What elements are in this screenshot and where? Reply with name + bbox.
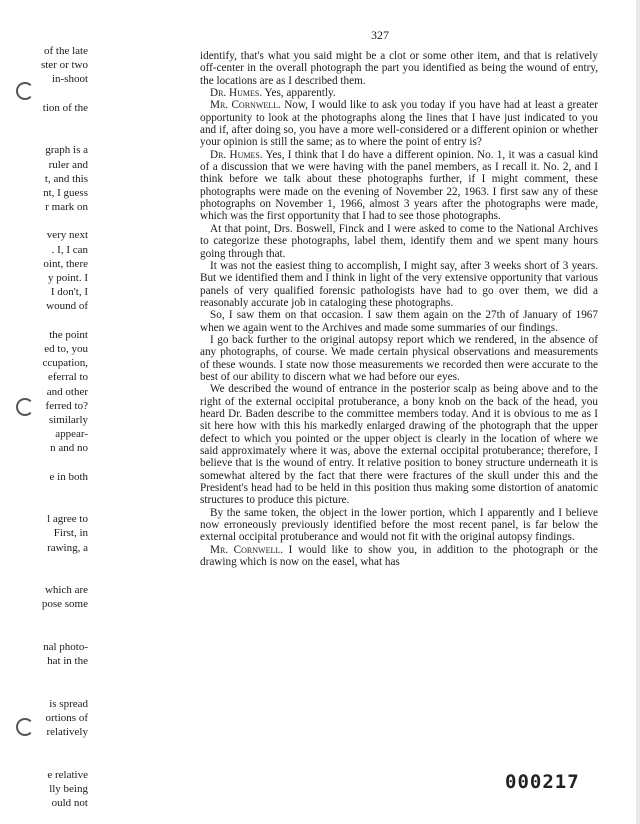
left-fragment-line <box>18 626 88 640</box>
left-fragment-line: is spread <box>49 697 88 710</box>
testimony-body <box>200 50 598 568</box>
left-fragment-line <box>18 129 88 143</box>
left-fragment-line <box>18 214 88 228</box>
speaker-label: Mr. Cornwell. <box>210 543 284 556</box>
left-fragment-line: ould not <box>51 796 88 809</box>
left-fragment-line: ruler and <box>48 158 88 171</box>
paragraph <box>200 309 598 334</box>
left-fragment-line: I don't, I <box>50 286 88 299</box>
left-fragment-line: in-shoot <box>51 73 88 86</box>
binder-hole-icon <box>16 398 34 416</box>
left-fragment-line <box>18 668 88 682</box>
left-fragment-line: First, in <box>53 527 88 540</box>
left-fragment-line: nt, I guess <box>43 186 88 199</box>
speaker-label: Mr. Cornwell. <box>210 99 281 112</box>
paragraph <box>200 544 598 569</box>
left-fragment-line: oint, there <box>43 257 88 270</box>
left-fragment-line: nal photo- <box>43 640 88 653</box>
binder-hole-icon <box>16 82 34 100</box>
scan-edge-shadow <box>636 0 640 824</box>
paragraph <box>200 334 598 383</box>
paragraph <box>200 507 598 544</box>
paragraph-text: identify, that's what you said might be a clot or some other item, and that is relatively off-center in the overall photograph the part you identified as being the wound of entry, the locations are as I described them. <box>200 50 598 87</box>
page-number: 327 <box>371 28 389 42</box>
left-fragment-line: ster or two <box>40 59 88 72</box>
speaker-label: Dr. Humes. <box>210 148 263 161</box>
left-fragment-line <box>18 455 88 469</box>
left-fragment-line: the point <box>49 328 88 341</box>
document-id-stamp: 000217 <box>505 771 580 793</box>
left-fragment-line: tion of the <box>42 101 88 114</box>
left-fragment-line: hat in the <box>47 655 88 668</box>
left-fragment-line <box>18 555 88 569</box>
left-column-fragments <box>18 44 88 810</box>
left-fragment-line: wound of <box>46 300 88 313</box>
left-fragment-line: eferral to <box>48 371 88 384</box>
left-fragment-line: ccupation, <box>42 357 88 370</box>
left-fragment-line: appear- <box>55 428 88 441</box>
binder-hole-icon <box>16 718 34 736</box>
left-fragment-line <box>18 753 88 767</box>
left-fragment-line <box>18 314 88 328</box>
left-fragment-line: relatively <box>46 726 88 738</box>
paragraph <box>200 149 598 223</box>
left-fragment-line: very next <box>46 229 88 242</box>
left-fragment-line: . I, I can <box>51 243 88 256</box>
left-fragment-line: n and no <box>50 442 88 455</box>
left-fragment-line: of the late <box>44 45 88 57</box>
left-fragment-line <box>18 484 88 498</box>
left-fragment-line: and other <box>46 385 88 398</box>
paragraph <box>200 223 598 260</box>
left-fragment-line: graph is a <box>45 144 88 157</box>
paragraph <box>200 50 598 87</box>
left-fragment-line: y point. I <box>47 272 88 284</box>
left-fragment-line: l agree to <box>47 513 88 526</box>
paragraph <box>200 260 598 309</box>
left-fragment-line: e in both <box>49 470 88 483</box>
left-fragment-line <box>18 612 88 626</box>
left-fragment-line: which are <box>44 584 88 597</box>
paragraph-text: It was not the easiest thing to accomplish, I might say, after 3 weeks short of 3 years. But we identified them and I think in light of the very extensive opportunity that various panels of very qualified forensic pathologists have had to go over them, we did a reasonably accurate job in cataloging these photographs. <box>200 259 598 309</box>
paragraph-text: I go back further to the original autopsy report which we rendered, in the absence of any photographs, of course. We made certain physical observations and measurements of these wounds. I state now those measurements we recorded then were accurate to the best of our ability to discern what we had before our eyes. <box>200 333 598 383</box>
left-fragment-line: t, and this <box>44 172 88 185</box>
left-fragment-line: lly being <box>49 782 88 795</box>
left-fragment-line: rawing, a <box>47 541 88 554</box>
paragraph-text: We described the wound of entrance in the posterior scalp as being above and to the right of the external occipital protuberance, a bony knob on the back of the head, you heard Dr. Baden describe to the committee members today. And it is obvious to me as I sit here how with this his markedly enlarged drawing of the photograph that the upper defect to which you pointed or the upper object is clearly in the location of where we said approximately where it was, above the external occipital protuberance; therefore, I believe that is the wound of entry. It relative position to boney structure underneath it is somewhat altered by the fact that there were fractures of the skull under this and the President's head had to be held in this position thus making some distortion of anatomic structures to produce this picture. <box>200 383 598 507</box>
left-fragment-line: ortions of <box>45 711 88 724</box>
paragraph-text: By the same token, the object in the lower portion, which I apparently and I believe now erroneously previously identified before the most recent panel, is far below the external occipital protuberance and would not fit with the original autopsy findings. <box>200 506 598 544</box>
paragraph-text: I would like to show you, in addition to the photograph or the drawing which is now on the easel, what has <box>200 543 598 569</box>
speaker-label: Dr. Humes. <box>210 87 263 100</box>
paragraph-text: Yes, I think that I do have a different opinion. No. 1, it was a casual kind of a discussion that we were having with the panel members, as I recall it. No. 2, and I think before we talk about these photographs further, if I might comment, these photographs were made on the evening of November 22, 1963. I first saw any of these photographs on November 1, 1966, almost 3 years after the photographs were made, which was the first opportunity that I had to see those photographs. <box>200 148 598 223</box>
left-fragment-line <box>18 498 88 512</box>
left-fragment-line <box>18 682 88 696</box>
left-fragment-line: similarly <box>48 413 88 426</box>
left-fragment-line: e relative <box>47 768 88 781</box>
left-fragment-line: ferred to? <box>45 399 88 412</box>
paragraph-text: So, I saw them on that occasion. I saw them again on the 27th of January of 1967 when we again went to the Archives and made some summaries of our findings. <box>200 309 598 334</box>
left-fragment-line <box>18 739 88 753</box>
left-fragment-line <box>18 115 88 129</box>
paragraph <box>200 87 598 99</box>
left-fragment-line: pose some <box>41 598 88 611</box>
left-fragment-line <box>18 569 88 583</box>
paragraph-text: At that point, Drs. Boswell, Finck and I were asked to come to the National Archives to categorize these photographs, label them, identify them and we spent many hours going through that. <box>200 222 598 260</box>
paragraph-text: Now, I would like to ask you today if you have had at least a greater opportunity to look at the photographs along the lines that I have just indicated to you and if, after doing so, you have a more well-considered or a different opinion or whether your opinion is still the same; as to where the point of entry is? <box>200 99 598 149</box>
left-fragment-line: r mark on <box>45 201 88 214</box>
paragraph <box>200 99 598 148</box>
left-fragment-line: ed to, you <box>44 342 88 355</box>
paragraph-text: Yes, apparently. <box>264 87 336 100</box>
paragraph <box>200 383 598 506</box>
